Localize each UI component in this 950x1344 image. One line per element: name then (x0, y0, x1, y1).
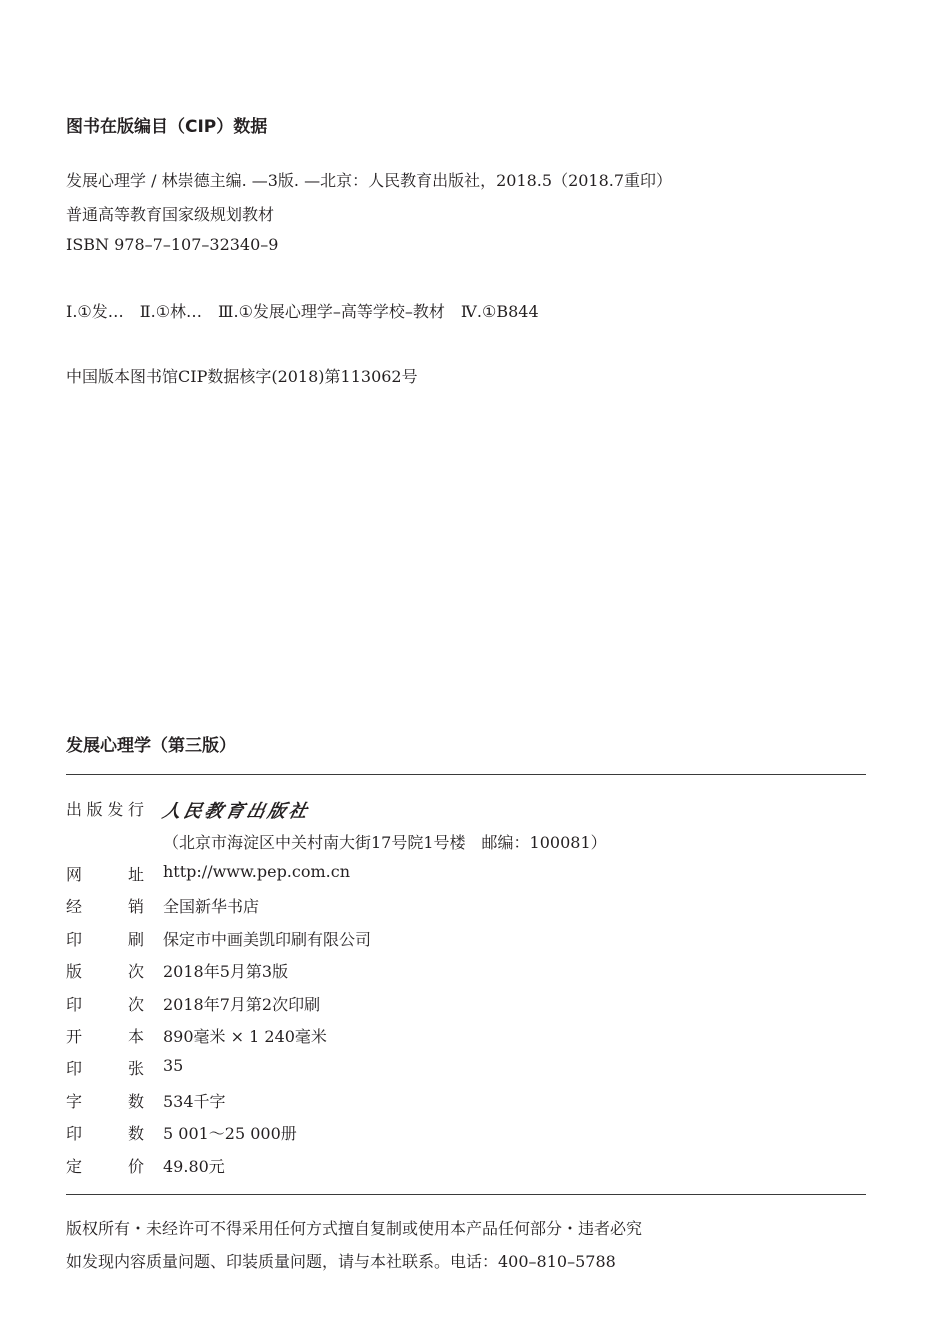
label-char: 数 (127, 1124, 144, 1144)
cip-isbn: ISBN 978–7–107–32340–9 (66, 235, 279, 254)
label-char: 版 (86, 800, 103, 819)
cip-classification: Ⅰ.①发… Ⅱ.①林… Ⅲ.①发展心理学–高等学校–教材 Ⅳ.①B844 (66, 302, 539, 321)
label-char: 发 (107, 800, 124, 819)
label-char: 出 (66, 800, 83, 819)
detail-label (66, 1089, 144, 1112)
label-char: 次 (127, 994, 144, 1014)
label-char: 网 (66, 865, 83, 884)
detail-label (66, 992, 144, 1015)
label-char: 经 (66, 897, 83, 917)
label-char: 次 (127, 962, 144, 982)
publisher-logo-text: 人民教育出版社 (160, 801, 312, 822)
cip-bibliographic-line: 发展心理学 / 林崇德主编. —3版. —北京：人民教育出版社，2018.5（2018.7重印） (66, 171, 673, 190)
detail-label (66, 862, 144, 885)
divider-top (66, 774, 866, 775)
label-char: 数 (127, 1091, 144, 1111)
cip-record-number: 中国版本图书馆CIP数据核字(2018)第113062号 (66, 367, 418, 386)
detail-label (66, 1056, 144, 1079)
detail-value: 2018年5月第3版 (163, 962, 289, 982)
detail-label (66, 1154, 144, 1177)
label-char: 刷 (127, 929, 144, 949)
label-char: 定 (66, 1156, 83, 1176)
label-char: 印 (66, 1124, 83, 1144)
detail-value: 890毫米 × 1 240毫米 (163, 1027, 327, 1046)
label-char: 行 (127, 800, 144, 819)
label-char: 版 (66, 962, 83, 982)
publisher-logo (160, 797, 312, 823)
detail-value: 保定市中画美凯印刷有限公司 (163, 929, 372, 949)
label-char: 印 (66, 929, 83, 949)
label-char: 址 (127, 865, 144, 884)
label-char: 张 (127, 1059, 144, 1079)
detail-value: 全国新华书店 (163, 897, 260, 917)
book-title: 发展心理学（第三版） (66, 736, 236, 756)
label-char: 字 (66, 1091, 83, 1111)
copyright-notice: 版权所有・未经许可不得采用任何方式擅自复制或使用本产品任何部分・违者必究 (66, 1219, 643, 1238)
divider-bottom (66, 1194, 866, 1195)
detail-value: 534千字 (163, 1091, 226, 1111)
detail-label (66, 1121, 144, 1144)
quality-contact-notice: 如发现内容质量问题、印装质量问题，请与本社联系。电话：400–810–5788 (66, 1252, 616, 1271)
detail-label (66, 1024, 144, 1047)
detail-label (66, 959, 144, 982)
label-char: 开 (66, 1027, 83, 1046)
label-char: 销 (127, 897, 144, 917)
detail-value: 35 (163, 1056, 184, 1076)
publisher-address: （北京市海淀区中关村南大街17号院1号楼 邮编：100081） (163, 833, 607, 852)
detail-value: 5 001～25 000册 (163, 1124, 297, 1144)
detail-label (66, 894, 144, 917)
label-char: 印 (66, 994, 83, 1014)
cip-series-line: 普通高等教育国家级规划教材 (66, 205, 275, 224)
detail-value: 2018年7月第2次印刷 (163, 994, 321, 1014)
label-char: 本 (127, 1027, 144, 1046)
detail-value: 49.80元 (163, 1156, 225, 1176)
detail-value: http://www.pep.com.cn (163, 862, 351, 881)
detail-label (66, 927, 144, 950)
detail-label-publisher (66, 797, 144, 820)
cip-heading: 图书在版编目（CIP）数据 (66, 117, 268, 137)
label-char: 印 (66, 1059, 83, 1079)
label-char: 价 (127, 1156, 144, 1176)
